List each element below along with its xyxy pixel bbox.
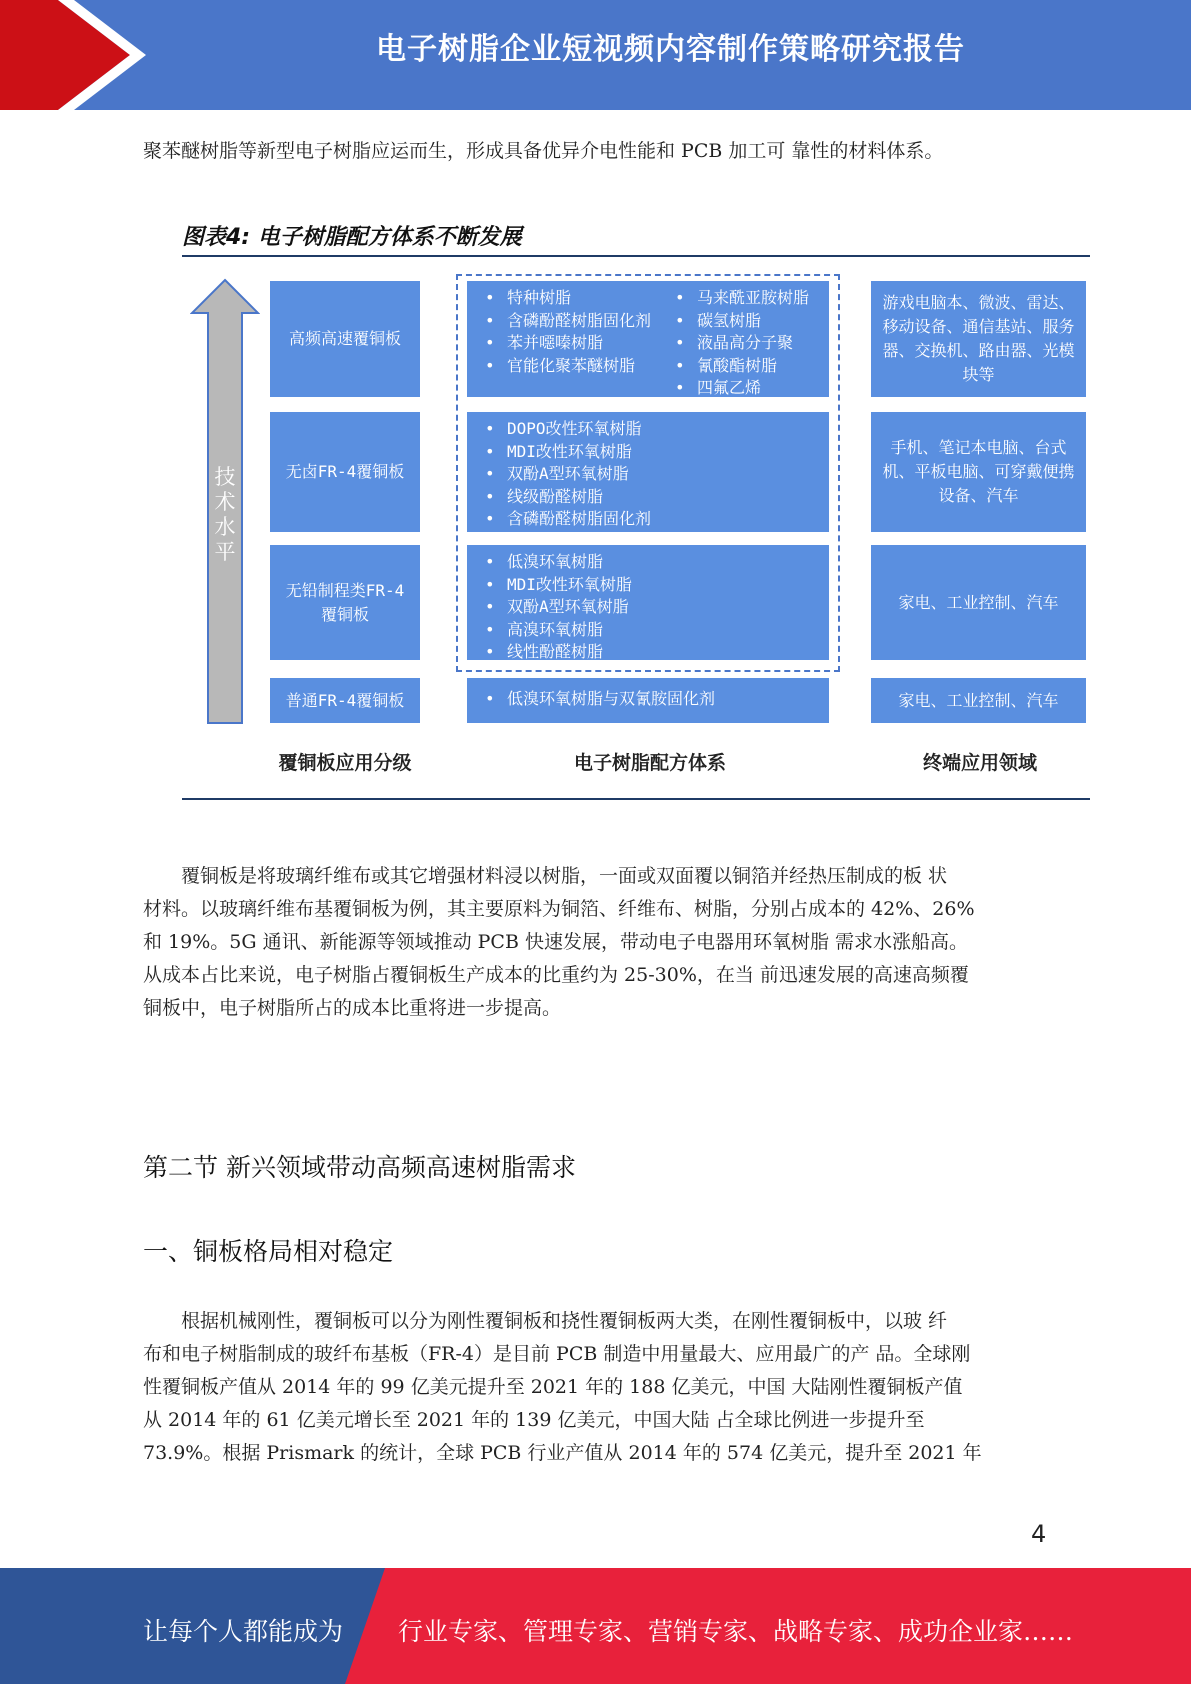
resin-item: • 线性酚醛树脂 — [485, 641, 829, 664]
body-paragraph-market: 根据机械刚性，覆铜板可以分为刚性覆铜板和挠性覆铜板两大类，在刚性覆铜板中，以玻 纤 布和电子树脂制成的玻纤布基板（FR-4）是目前 PCB 制造中用量最大、应用最广的产 品。全球刚 性覆铜板产值从 2014 年的 99 亿美元提升至 2021 年的 188 亿美元，中国 大陆刚性覆铜板产值 从 2014 年的 61 亿美元增长至 2021 年的 139 亿美元，中国大陆 占全球比例进一步提升至 73.9%。根据 Prismark 的统计，全球 PCB 行业产值从 2014 年的 574 亿美元，提升至 2021 年 — [143, 1310, 982, 1464]
resin-item: • MDI改性环氧树脂 — [485, 441, 829, 464]
report-title: 电子树脂企业短视频内容制作策略研究报告 — [376, 32, 965, 67]
resin-item: • 官能化聚苯醚树脂 — [485, 355, 675, 378]
apps-box-lead-free: 家电、工业控制、汽车 — [871, 545, 1086, 660]
tier-label-lead-free: 无铅制程类FR-4覆铜板 — [270, 545, 420, 660]
apps-box-halogen-free: 手机、笔记本电脑、台式机、平板电脑、可穿戴便携设备、汽车 — [871, 412, 1086, 532]
resin-box-high-frequency — [467, 281, 829, 397]
resin-item: • 线级酚醛树脂 — [485, 486, 829, 509]
tier-label-high-frequency: 高频高速覆铜板 — [270, 281, 420, 397]
footer-slogan-left: 让每个人都能成为 — [143, 1617, 344, 1646]
resin-item: • 高溴环氧树脂 — [485, 619, 829, 642]
tier-label-halogen-free: 无卤FR-4覆铜板 — [270, 412, 420, 532]
column-label-grade: 覆铜板应用分级 — [278, 752, 412, 774]
resin-box-lead-free — [467, 545, 829, 660]
column-label-formulation: 电子树脂配方体系 — [573, 752, 726, 774]
figure-top-rule — [182, 255, 1090, 257]
resin-item: • 含磷酚醛树脂固化剂 — [485, 508, 829, 531]
figure-title: 图表4: 电子树脂配方体系不断发展 — [182, 225, 522, 250]
page-number: 4 — [1031, 1520, 1047, 1548]
resin-item: • 低溴环氧树脂与双氰胺固化剂 — [485, 688, 829, 711]
section-heading: 第二节 新兴领域带动高频高速树脂需求 — [143, 1153, 576, 1182]
arrow-label: 技术水平 — [214, 465, 236, 564]
subsection-heading: 一、铜板格局相对稳定 — [143, 1237, 394, 1266]
resin-item: • 氰酸酯树脂 — [675, 355, 847, 378]
resin-box-halogen-free — [467, 412, 829, 532]
resin-item: • MDI改性环氧树脂 — [485, 574, 829, 597]
resin-item: • DOPO改性环氧树脂 — [485, 418, 829, 441]
column-label-applications: 终端应用领域 — [922, 752, 1037, 774]
footer-slogan-right: 行业专家、管理专家、营销专家、战略专家、成功企业家…… — [398, 1617, 1074, 1646]
resin-item: • 苯并噁嗪树脂 — [485, 332, 675, 355]
apps-box-high-frequency: 游戏电脑本、微波、雷达、移动设备、通信基站、服务器、交换机、路由器、光模块等 — [871, 281, 1086, 397]
intro-paragraph: 聚苯醚树脂等新型电子树脂应运而生，形成具备优异介电性能和 PCB 加工可 靠性的材料体系。 — [143, 140, 944, 162]
header-arrow-decoration — [0, 0, 150, 110]
resin-box-standard — [467, 678, 829, 723]
resin-item: • 碳氢树脂 — [675, 310, 847, 333]
resin-item: • 含磷酚醛树脂固化剂 — [485, 310, 675, 333]
resin-item: • 四氟乙烯 — [675, 377, 847, 400]
resin-item: • 特种树脂 — [485, 287, 675, 310]
resin-item: • 双酚A型环氧树脂 — [485, 596, 829, 619]
resin-item: • 低溴环氧树脂 — [485, 551, 829, 574]
resin-item: • 马来酰亚胺树脂 — [675, 287, 847, 310]
resin-item: • 双酚A型环氧树脂 — [485, 463, 829, 486]
apps-box-standard: 家电、工业控制、汽车 — [871, 678, 1086, 723]
body-paragraph-ccl: 覆铜板是将玻璃纤维布或其它增强材料浸以树脂，一面或双面覆以铜箔并经热压制成的板 状 材料。以玻璃纤维布基覆铜板为例，其主要原料为铜箔、纤维布、树脂，分别占成本的 42%、26% 和 19%。5G 通讯、新能源等领域推动 PCB 快速发展，带动电子电器用环氧树脂 需求水涨船高。 从成本占比来说，电子树脂占覆铜板生产成本的比重约为 25-30%，在当 前迅速发展的高速高频覆 铜板中，电子树脂所占的成本比重将进一步提高。 — [143, 865, 975, 1019]
tier-label-standard: 普通FR-4覆铜板 — [270, 678, 420, 723]
figure-bottom-rule — [182, 798, 1090, 800]
page-header — [0, 0, 1191, 110]
resin-item: • 液晶高分子聚 — [675, 332, 847, 355]
